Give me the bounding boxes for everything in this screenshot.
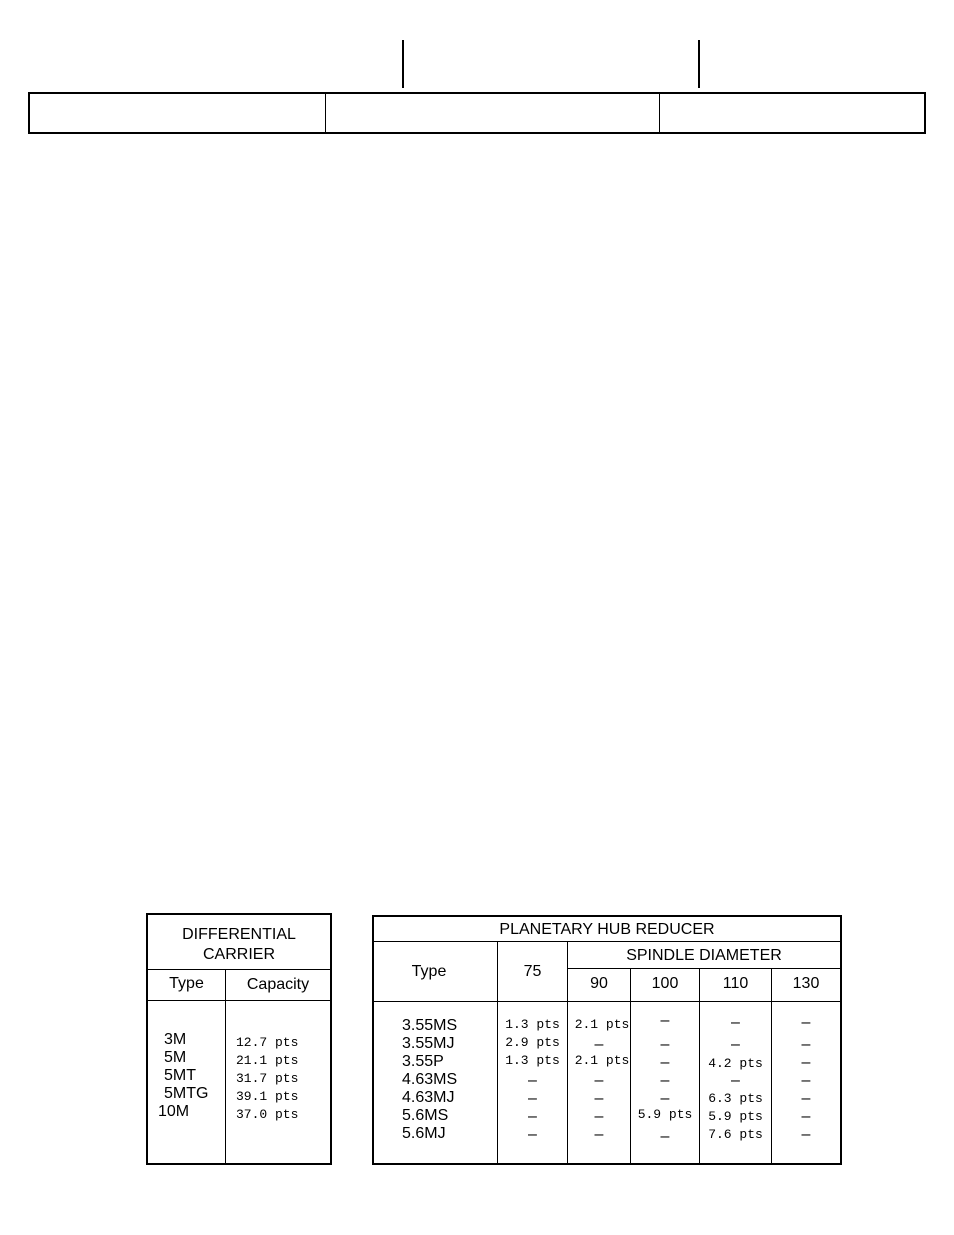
phr-value-cell: – [528, 1072, 537, 1089]
header-divider-2 [698, 40, 700, 88]
dc-title [148, 925, 330, 965]
dc-capacity-cell: 37.0 pts [236, 1107, 299, 1122]
phr-value-cell: – [594, 1126, 604, 1143]
dc-header-rule [148, 1000, 330, 1001]
phr-value-cell: – [594, 1108, 604, 1125]
dc-type-header: Type [169, 975, 204, 992]
phr-title: PLANETARY HUB REDUCER [499, 921, 715, 938]
phr-value-cell: 4.2 pts [708, 1056, 763, 1071]
dc-capacity-cell: 12.7 pts [236, 1035, 299, 1050]
phr-value-cell: 1.3 pts [505, 1017, 560, 1032]
phr-type-cell: 4.63MS [402, 1071, 458, 1088]
dc-type-cell: 5MTG [164, 1085, 209, 1102]
dc-capacity-cell: 31.7 pts [236, 1071, 299, 1086]
dc-capacity-header: Capacity [246, 976, 310, 993]
phr-value-cell: – [660, 1090, 670, 1107]
phr-type-cell: 3.55MS [402, 1017, 458, 1034]
phr-value-cell: – [528, 1108, 537, 1125]
phr-type-cell: 5.6MJ [402, 1125, 446, 1142]
phr-value-cell: – [660, 1036, 670, 1053]
phr-value-cell: – [594, 1072, 604, 1089]
phr-value-cell: – [528, 1126, 537, 1143]
differential-carrier-table [146, 913, 332, 1165]
header-divider-1 [402, 40, 404, 88]
dc-type-cell: 3M [164, 1031, 187, 1048]
phr-value-cell: – [660, 1012, 670, 1029]
phr-value-cell: – [594, 1036, 604, 1053]
header-cell-divider-1 [325, 94, 326, 132]
phr-value-cell: – [528, 1090, 537, 1107]
phr-value-cell: – [660, 1128, 670, 1145]
phr-value-cell: – [801, 1108, 811, 1125]
phr-value-cell: – [731, 1072, 740, 1089]
phr-type-cell: 3.55P [402, 1053, 444, 1070]
dc-capacity-cell: 39.1 pts [236, 1089, 299, 1104]
phr-value-cell: 5.9 pts [637, 1107, 693, 1122]
dc-title-rule [148, 969, 330, 970]
phr-value-cell: 2.9 pts [505, 1035, 560, 1050]
dc-type-cell: 5MT [164, 1067, 196, 1084]
header-row [28, 92, 926, 134]
phr-value-cell: 6.3 pts [708, 1091, 763, 1106]
phr-spindle-rule [568, 968, 840, 969]
phr-value-cell: – [801, 1126, 811, 1143]
phr-value-cell: – [801, 1090, 811, 1107]
phr-value-cell: – [801, 1014, 811, 1031]
phr-col-header-130: 130 [792, 975, 820, 992]
phr-value-cell: – [731, 1036, 740, 1053]
phr-title-rule [374, 941, 840, 942]
phr-col-header-75: 75 [523, 963, 542, 980]
phr-value-cell: – [801, 1036, 811, 1053]
phr-value-cell: – [801, 1072, 811, 1089]
phr-value-cell: – [801, 1054, 811, 1071]
phr-value-cell: 7.6 pts [708, 1127, 763, 1142]
header-cell-divider-2 [659, 94, 660, 132]
phr-value-cell: 1.3 pts [505, 1053, 560, 1068]
phr-value-cell: – [594, 1090, 604, 1107]
planetary-hub-reducer-table [372, 915, 842, 1165]
phr-value-cell: 2.1 pts [574, 1017, 630, 1032]
phr-value-cell: – [660, 1054, 670, 1071]
phr-type-cell: 3.55MJ [402, 1035, 455, 1052]
dc-type-cell: 10M [158, 1103, 190, 1120]
phr-value-cell: 2.1 pts [574, 1053, 630, 1068]
phr-value-cell: – [660, 1072, 670, 1089]
dc-type-cell: 5M [164, 1049, 187, 1066]
phr-col-header-90: 90 [590, 975, 608, 992]
dc-title-text: DIFFERENTIAL CARRIER [182, 926, 296, 963]
phr-col-header-110: 110 [722, 975, 749, 992]
phr-type-header: Type [411, 963, 447, 980]
phr-value-cell: 5.9 pts [708, 1109, 763, 1124]
dc-column-divider [225, 969, 226, 1163]
phr-type-cell: 5.6MS [402, 1107, 449, 1124]
phr-value-cell: – [731, 1014, 740, 1031]
dc-capacity-cell: 21.1 pts [236, 1053, 299, 1068]
phr-spindle-header: SPINDLE DIAMETER [626, 947, 782, 964]
phr-type-cell: 4.63MJ [402, 1089, 455, 1106]
phr-col-header-100: 100 [651, 975, 679, 992]
